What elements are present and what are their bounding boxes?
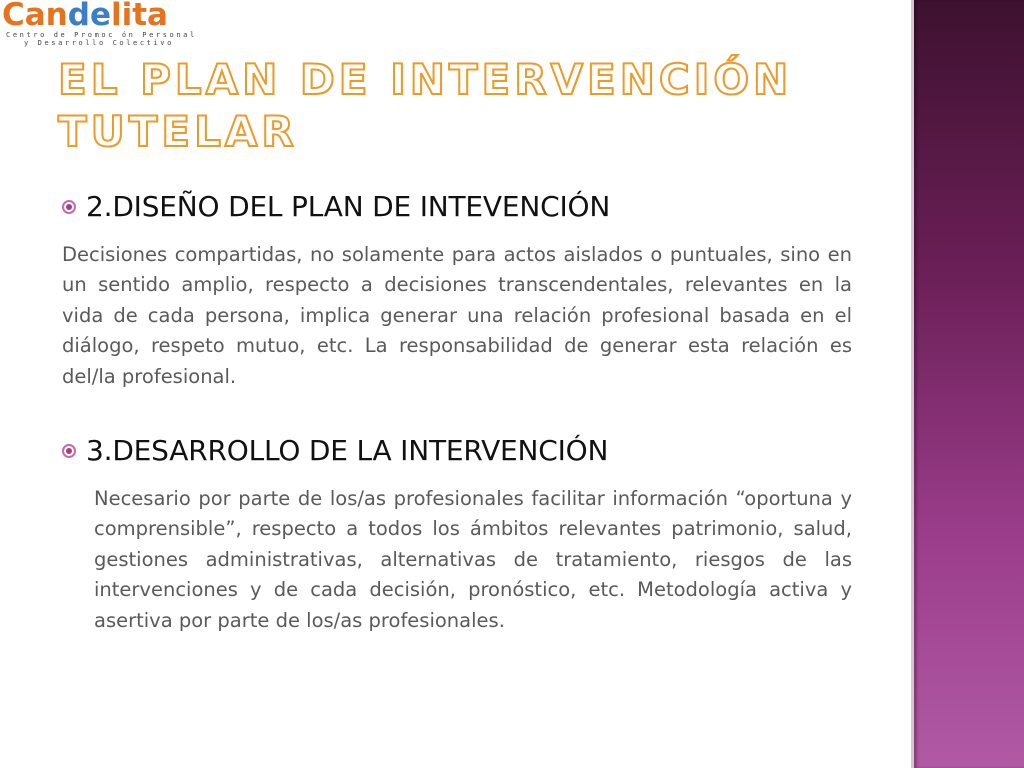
logo-name-part1: Can (2, 0, 68, 33)
logo-subtitle-line1: Centro de Promoc ón Personal (6, 31, 197, 39)
section-body-desarrollo: Necesario por parte de los/as profesionales facilitar información “oportuna y comprensible”, respecto a todos los ámbitos relevantes patrimonio, salud, gestiones administrativas, alternativas de tratamiento, riesgos de las intervenciones y de cada decisión, pronóstico, etc. Metodología activa y asertiva por parte de los/as profesionales. (94, 487, 852, 632)
section-body-diseno: Decisiones compartidas, no solamente para actos aislados o puntuales, sino en un sentido amplio, respecto a decisiones transcendentales, relevantes en la vida de cada persona, implica generar una relación profesional basada en el diálogo, respeto mutuo, etc. La responsabilidad de generar esta relación es del/la profesional. (62, 243, 852, 388)
bullet-icon (62, 444, 76, 458)
bullet-icon (62, 200, 76, 214)
slide-title-line1: EL PLAN DE INTERVENCIÓN (58, 55, 793, 104)
logo-name-part3: lita (110, 0, 168, 33)
decorative-side-band (914, 0, 1024, 768)
slide-title-line2: TUTELAR (58, 107, 298, 156)
section-heading-diseno (62, 190, 610, 223)
section-heading-desarrollo (62, 434, 608, 467)
candelita-logo (2, 0, 197, 48)
logo-subtitle-line2: y Desarrollo Colectivo (24, 39, 174, 47)
logo-name (2, 0, 168, 34)
section-heading-text: 3.DESARROLLO DE LA INTERVENCIÓN (86, 434, 609, 467)
section-heading-text: 2.DISEÑO DEL PLAN DE INTEVENCIÓN (86, 190, 611, 223)
slide-title (58, 54, 793, 158)
logo-name-part2: de (67, 0, 111, 33)
